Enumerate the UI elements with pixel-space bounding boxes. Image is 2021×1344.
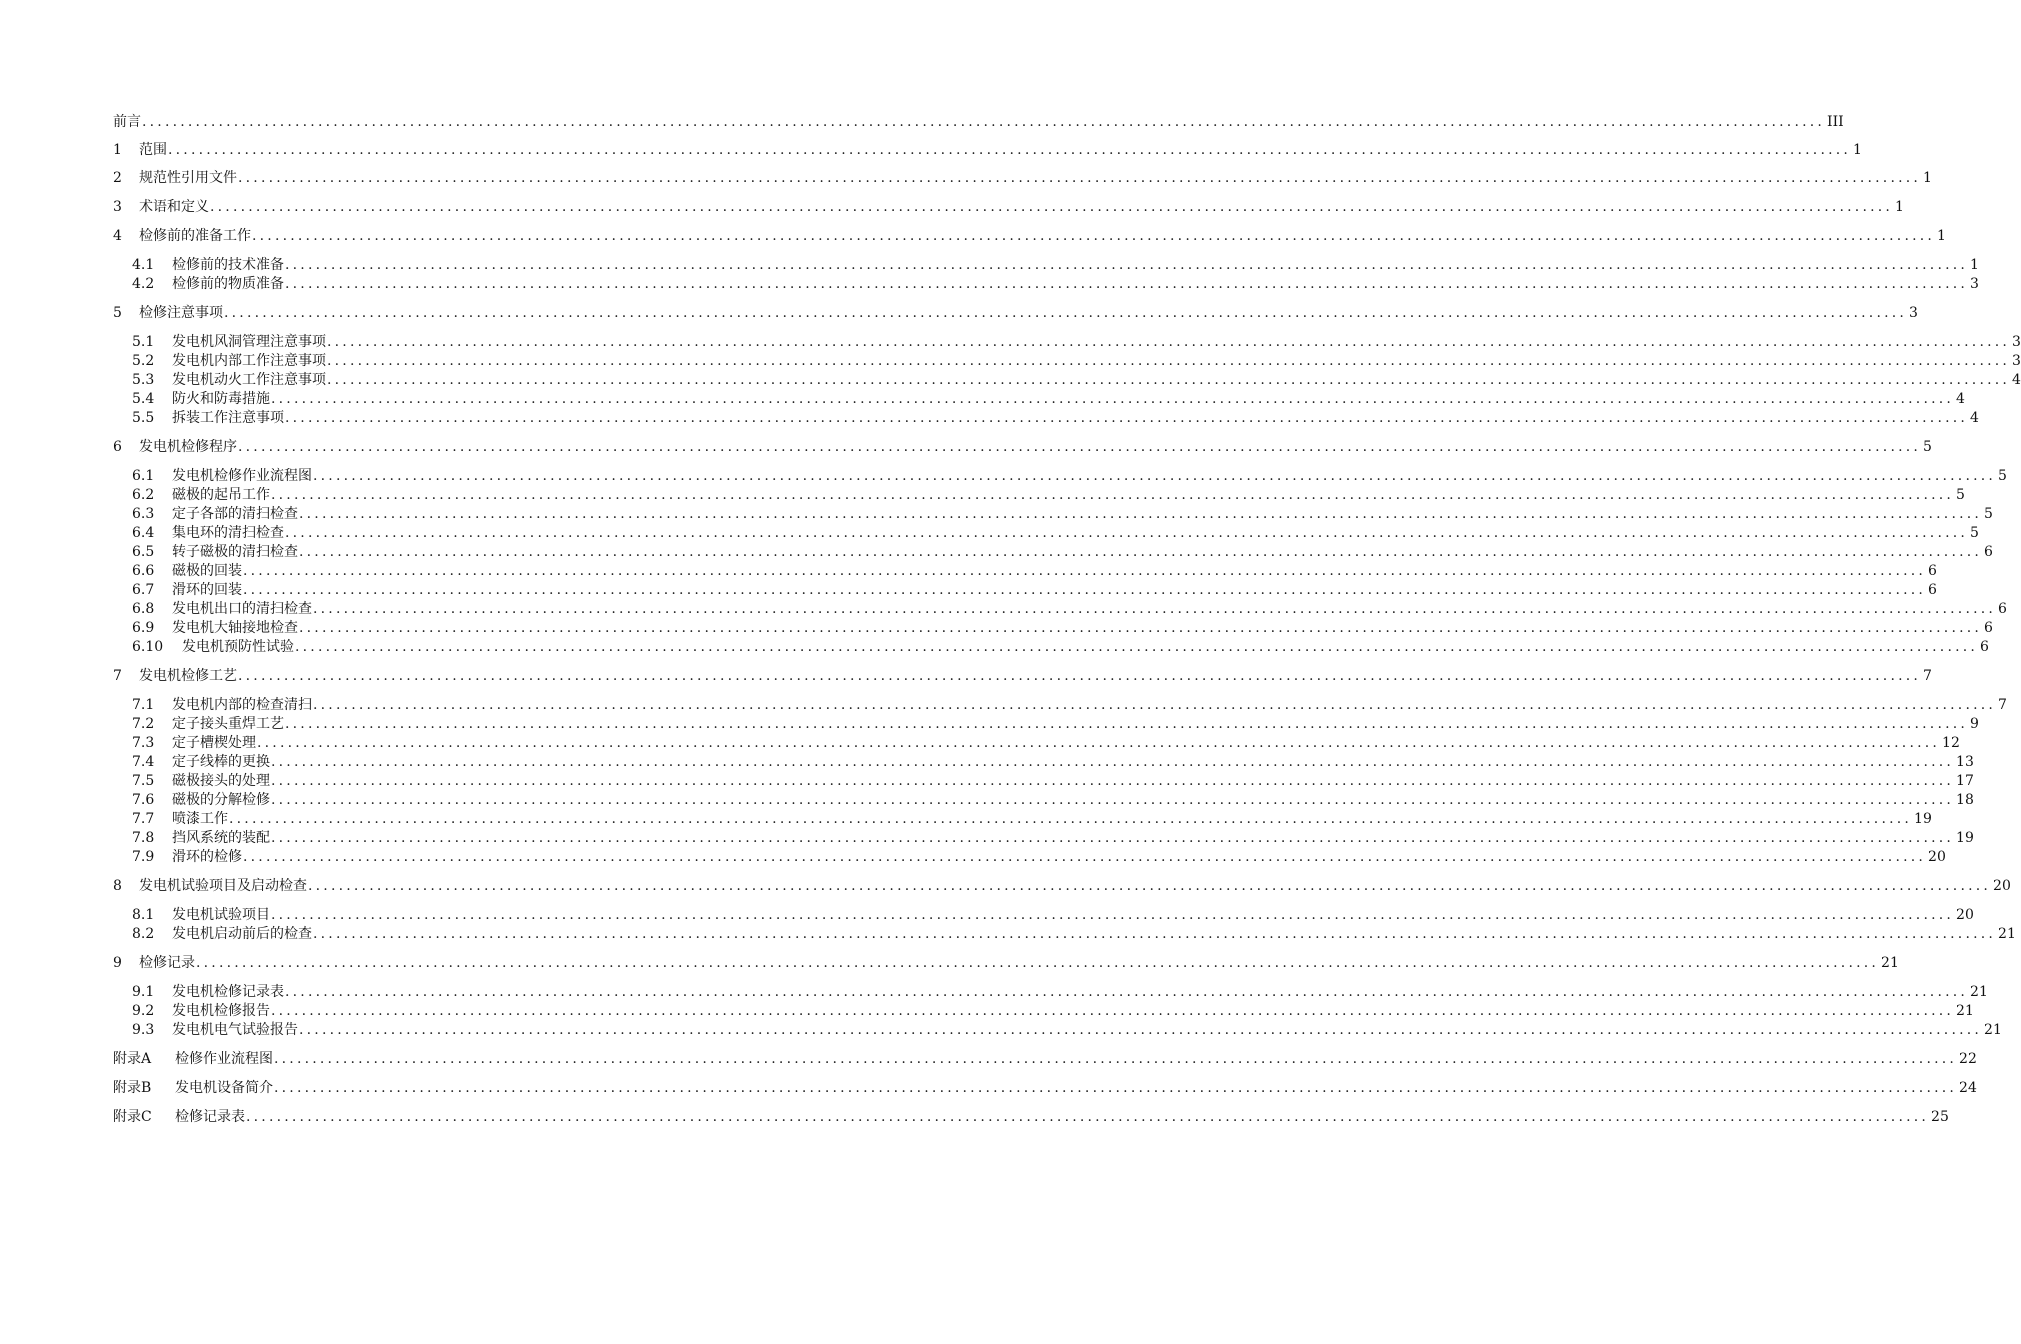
toc-entry-title: 转子磁极的清扫检查 (172, 544, 298, 560)
toc-entry-number: 8 (113, 878, 122, 894)
toc-entry-number: 6.3 (132, 506, 155, 522)
toc-entry-title: 发电机电气试验报告 (172, 1022, 298, 1038)
toc-entry[interactable] (132, 467, 2007, 485)
dot-leader: ............................................................................................................................................................................................................................ (313, 601, 1997, 617)
toc-entry[interactable] (132, 772, 1974, 790)
dot-leader: ............................................................................................................................................................................................................................ (327, 372, 2011, 388)
toc-entry-title: 定子接头重焊工艺 (172, 716, 284, 732)
toc-entry-number: 9.3 (132, 1022, 155, 1038)
toc-entry[interactable] (132, 524, 1979, 542)
toc-entry-title: 发电机动火工作注意事项 (172, 372, 326, 388)
toc-entry[interactable] (132, 619, 1993, 637)
toc-entry-page-number: 4 (1970, 410, 1979, 426)
toc-entry-number: 7.2 (132, 716, 155, 732)
toc-entry-page-number: 21 (1970, 984, 1988, 1000)
toc-entry-number: 6.8 (132, 601, 155, 617)
dot-leader: ............................................................................................................................................................................................................................ (285, 525, 1969, 541)
dot-leader: ............................................................................................................................................................................................................................ (243, 849, 1927, 865)
toc-entry-number: 7 (113, 668, 122, 684)
toc-entry-title: 滑环的回装 (172, 582, 242, 598)
toc-entry-title: 发电机启动前后的检查 (172, 926, 312, 942)
toc-entry-title: 前言 (113, 114, 141, 130)
toc-entry-number: 5.4 (132, 391, 155, 407)
toc-entry-page-number: 5 (1970, 525, 1979, 541)
toc-entry-number: 6.2 (132, 487, 155, 503)
dot-leader: ............................................................................................................................................................................................................................ (210, 199, 1894, 215)
toc-entry-page-number: 5 (1956, 487, 1965, 503)
toc-entry-number: 7.3 (132, 735, 155, 751)
dot-leader: ............................................................................................................................................................................................................................ (238, 668, 1922, 684)
dot-leader: ............................................................................................................................................................................................................................ (313, 697, 1997, 713)
toc-entry-number: 7.6 (132, 792, 155, 808)
toc-entry-title: 规范性引用文件 (139, 170, 237, 186)
toc-entry[interactable] (113, 198, 1904, 216)
toc-entry[interactable] (113, 169, 1932, 187)
toc-entry[interactable] (132, 1002, 1974, 1020)
toc-entry-title: 术语和定义 (139, 199, 209, 215)
toc-entry[interactable] (113, 1079, 1977, 1097)
toc-entry[interactable] (132, 791, 1974, 809)
toc-entry-title: 发电机出口的清扫检查 (172, 601, 312, 617)
toc-entry-number: 6.10 (132, 639, 164, 655)
toc-entry-title: 发电机大轴接地检查 (172, 620, 298, 636)
toc-entry-page-number: 6 (1980, 639, 1989, 655)
dot-leader: ............................................................................................................................................................................................................................ (327, 334, 2011, 350)
toc-entry-title: 拆装工作注意事项 (172, 410, 284, 426)
dot-leader: ............................................................................................................................................................................................................................ (274, 1080, 1958, 1096)
toc-entry-number: 6.7 (132, 582, 155, 598)
toc-entry[interactable] (132, 1021, 2002, 1039)
toc-entry[interactable] (113, 1108, 1949, 1126)
toc-entry[interactable] (132, 696, 2007, 714)
dot-leader: ............................................................................................................................................................................................................................ (285, 984, 1969, 1000)
toc-entry-page-number: 3 (1970, 276, 1979, 292)
toc-entry-number: 7.7 (132, 811, 155, 827)
toc-entry-page-number: 4 (2012, 372, 2021, 388)
toc-entry-title: 发电机检修记录表 (172, 984, 284, 1000)
toc-entry-page-number: 9 (1970, 716, 1979, 732)
toc-entry-title: 发电机设备简介 (175, 1080, 273, 1096)
toc-entry-number: 附录B (113, 1080, 152, 1096)
toc-entry-number: 4 (113, 228, 122, 244)
dot-leader: ............................................................................................................................................................................................................................ (246, 1109, 1930, 1125)
dot-leader: ............................................................................................................................................................................................................................ (252, 228, 1936, 244)
dot-leader: ............................................................................................................................................................................................................................ (271, 830, 1955, 846)
dot-leader: ............................................................................................................................................................................................................................ (271, 391, 1955, 407)
toc-entry[interactable] (113, 141, 1862, 159)
toc-entry-title: 防火和防毒措施 (172, 391, 270, 407)
toc-entry-page-number: 17 (1956, 773, 1974, 789)
dot-leader: ............................................................................................................................................................................................................................ (224, 305, 1908, 321)
toc-entry-page-number: 3 (1909, 305, 1918, 321)
dot-leader: ............................................................................................................................................................................................................................ (271, 907, 1955, 923)
toc-entry-title: 发电机内部工作注意事项 (172, 353, 326, 369)
toc-entry-number: 5.2 (132, 353, 155, 369)
dot-leader: ............................................................................................................................................................................................................................ (238, 439, 1922, 455)
toc-entry-page-number: 21 (1984, 1022, 2002, 1038)
toc-entry-title: 集电环的清扫检查 (172, 525, 284, 541)
toc-entry-number: 3 (113, 199, 122, 215)
toc-entry-title: 检修记录表 (175, 1109, 245, 1125)
toc-entry[interactable] (113, 438, 1932, 456)
dot-leader: ............................................................................................................................................................................................................................ (285, 716, 1969, 732)
dot-leader: ............................................................................................................................................................................................................................ (295, 639, 1979, 655)
toc-entry-page-number: 1 (1895, 199, 1904, 215)
dot-leader: ............................................................................................................................................................................................................................ (243, 563, 1927, 579)
toc-entry[interactable] (132, 275, 1979, 293)
toc-entry[interactable] (113, 954, 1899, 972)
toc-entry-title: 喷漆工作 (172, 811, 228, 827)
dot-leader: ............................................................................................................................................................................................................................ (243, 582, 1927, 598)
toc-entry-number: 7.5 (132, 773, 155, 789)
toc-entry-page-number: 13 (1956, 754, 1974, 770)
toc-entry-title: 磁极接头的处理 (172, 773, 270, 789)
toc-entry[interactable] (113, 1050, 1977, 1068)
toc-entry-page-number: 3 (2012, 334, 2021, 350)
dot-leader: ............................................................................................................................................................................................................................ (313, 926, 1997, 942)
toc-entry-page-number: 12 (1942, 735, 1960, 751)
toc-entry[interactable] (132, 371, 2021, 389)
toc-entry-page-number: 20 (1928, 849, 1946, 865)
dot-leader: ............................................................................................................................................................................................................................ (285, 410, 1969, 426)
toc-entry-page-number: 5 (1998, 468, 2007, 484)
toc-entry-title: 定子各部的清扫检查 (172, 506, 298, 522)
toc-entry-page-number: 22 (1959, 1051, 1977, 1067)
toc-entry-title: 检修前的物质准备 (172, 276, 284, 292)
toc-entry-title: 检修前的技术准备 (172, 257, 284, 273)
toc-entry[interactable] (132, 734, 1960, 752)
toc-entry-page-number: 7 (1923, 668, 1932, 684)
toc-entry[interactable] (132, 409, 1979, 427)
toc-entry-number: 9.2 (132, 1003, 155, 1019)
toc-entry-number: 6.6 (132, 563, 155, 579)
toc-entry-number: 6 (113, 439, 122, 455)
toc-entry[interactable] (113, 667, 1932, 685)
toc-entry[interactable] (132, 753, 1974, 771)
toc-entry-title: 磁极的起吊工作 (172, 487, 270, 503)
toc-entry-number: 7.1 (132, 697, 155, 713)
toc-entry-page-number: 19 (1956, 830, 1974, 846)
toc-entry-title: 滑环的检修 (172, 849, 242, 865)
dot-leader: ............................................................................................................................................................................................................................ (196, 955, 1880, 971)
dot-leader: ............................................................................................................................................................................................................................ (299, 506, 1983, 522)
toc-entry[interactable] (132, 925, 2016, 943)
toc-entry-number: 5.3 (132, 372, 155, 388)
dot-leader: ............................................................................................................................................................................................................................ (271, 754, 1955, 770)
toc-entry-page-number: 6 (1984, 620, 1993, 636)
toc-entry-page-number: 1 (1970, 257, 1979, 273)
toc-entry-page-number: 7 (1998, 697, 2007, 713)
toc-entry-title: 发电机检修报告 (172, 1003, 270, 1019)
dot-leader: ............................................................................................................................................................................................................................ (238, 170, 1922, 186)
toc-entry-page-number: 6 (1928, 563, 1937, 579)
toc-entry-number: 2 (113, 170, 122, 186)
toc-entry-number: 5 (113, 305, 122, 321)
toc-entry[interactable] (113, 227, 1946, 245)
toc-entry-page-number: 21 (1998, 926, 2016, 942)
toc-entry-page-number: 1 (1923, 170, 1932, 186)
dot-leader: ............................................................................................................................................................................................................................ (327, 353, 2011, 369)
toc-entry-page-number: 19 (1914, 811, 1932, 827)
toc-entry-page-number: 4 (1956, 391, 1965, 407)
dot-leader: ............................................................................................................................................................................................................................ (285, 276, 1969, 292)
toc-entry-title: 发电机风洞管理注意事项 (172, 334, 326, 350)
toc-entry[interactable] (132, 829, 1974, 847)
toc-entry-title: 磁极的分解检修 (172, 792, 270, 808)
dot-leader: ............................................................................................................................................................................................................................ (271, 487, 1955, 503)
toc-entry-number: 9.1 (132, 984, 155, 1000)
toc-entry-page-number: 3 (2012, 353, 2021, 369)
toc-entry-number: 1 (113, 142, 122, 158)
toc-entry[interactable] (132, 638, 1989, 656)
dot-leader: ............................................................................................................................................................................................................................ (271, 1003, 1955, 1019)
toc-entry-page-number: 21 (1956, 1003, 1974, 1019)
toc-entry-title: 范围 (139, 142, 167, 158)
toc-entry-title: 检修前的准备工作 (139, 228, 251, 244)
toc-entry[interactable] (132, 505, 1993, 523)
toc-entry[interactable] (132, 352, 2021, 370)
toc-entry-title: 定子槽楔处理 (172, 735, 256, 751)
toc-entry[interactable] (132, 906, 1974, 924)
toc-entry-page-number: 6 (1928, 582, 1937, 598)
toc-entry[interactable] (132, 562, 1937, 580)
toc-entry-page-number: 1 (1937, 228, 1946, 244)
toc-entry-page-number: 5 (1923, 439, 1932, 455)
toc-entry[interactable] (132, 390, 1965, 408)
toc-entry-number: 附录A (113, 1051, 152, 1067)
toc-entry-title: 发电机内部的检查清扫 (172, 697, 312, 713)
toc-entry[interactable] (113, 877, 2011, 895)
toc-entry[interactable] (113, 304, 1918, 322)
toc-entry-title: 检修注意事项 (139, 305, 223, 321)
toc-entry-number: 7.4 (132, 754, 155, 770)
toc-entry[interactable] (132, 256, 1979, 274)
toc-entry-number: 6.1 (132, 468, 155, 484)
toc-entry-title: 发电机预防性试验 (182, 639, 294, 655)
toc-entry-title: 发电机试验项目 (172, 907, 270, 923)
toc-entry-title: 发电机检修作业流程图 (172, 468, 312, 484)
dot-leader: ............................................................................................................................................................................................................................ (285, 257, 1969, 273)
toc-entry[interactable] (132, 581, 1937, 599)
toc-entry-number: 7.9 (132, 849, 155, 865)
dot-leader: ............................................................................................................................................................................................................................ (308, 878, 1992, 894)
dot-leader: ............................................................................................................................................................................................................................ (271, 792, 1955, 808)
toc-entry-number: 4.1 (132, 257, 155, 273)
toc-entry-page-number: 5 (1984, 506, 1993, 522)
toc-entry-page-number: 20 (1993, 878, 2011, 894)
toc-entry-title: 发电机检修程序 (139, 439, 237, 455)
dot-leader: ............................................................................................................................................................................................................................ (271, 773, 1955, 789)
toc-entry[interactable] (132, 486, 1965, 504)
toc-entry-number: 8.2 (132, 926, 155, 942)
toc-entry-number: 6.5 (132, 544, 155, 560)
toc-entry-title: 定子线棒的更换 (172, 754, 270, 770)
toc-entry[interactable] (132, 983, 1988, 1001)
toc-entry-number: 8.1 (132, 907, 155, 923)
toc-entry[interactable] (132, 543, 1993, 561)
toc-entry-number: 7.8 (132, 830, 155, 846)
dot-leader: ............................................................................................................................................................................................................................ (142, 114, 1826, 130)
toc-entry-title: 挡风系统的装配 (172, 830, 270, 846)
toc-entry[interactable] (132, 600, 2007, 618)
toc-entry-number: 5.1 (132, 334, 155, 350)
toc-entry-number: 附录C (113, 1109, 152, 1125)
toc-entry-page-number: 21 (1881, 955, 1899, 971)
toc-entry-page-number: 20 (1956, 907, 1974, 923)
toc-entry-number: 6.4 (132, 525, 155, 541)
toc-entry-page-number: III (1827, 114, 1844, 130)
dot-leader: ............................................................................................................................................................................................................................ (257, 735, 1941, 751)
dot-leader: ............................................................................................................................................................................................................................ (274, 1051, 1958, 1067)
toc-entry-number: 4.2 (132, 276, 155, 292)
toc-entry[interactable] (132, 333, 2021, 351)
dot-leader: ............................................................................................................................................................................................................................ (299, 544, 1983, 560)
toc-entry-title: 检修作业流程图 (175, 1051, 273, 1067)
toc-entry-number: 6.9 (132, 620, 155, 636)
toc-entry-page-number: 18 (1956, 792, 1974, 808)
toc-entry[interactable] (132, 848, 1946, 866)
toc-entry-page-number: 1 (1853, 142, 1862, 158)
dot-leader: ............................................................................................................................................................................................................................ (229, 811, 1913, 827)
dot-leader: ............................................................................................................................................................................................................................ (313, 468, 1997, 484)
toc-entry[interactable] (132, 810, 1932, 828)
dot-leader: ............................................................................................................................................................................................................................ (299, 1022, 1983, 1038)
toc-entry-title: 检修记录 (139, 955, 195, 971)
toc-entry-page-number: 24 (1959, 1080, 1977, 1096)
dot-leader: ............................................................................................................................................................................................................................ (168, 142, 1852, 158)
toc-entry-title: 发电机试验项目及启动检查 (139, 878, 307, 894)
toc-entry-title: 磁极的回装 (172, 563, 242, 579)
toc-entry-number: 9 (113, 955, 122, 971)
toc-entry[interactable] (132, 715, 1979, 733)
toc-entry-title: 发电机检修工艺 (139, 668, 237, 684)
toc-entry-number: 5.5 (132, 410, 155, 426)
toc-entry-page-number: 6 (1998, 601, 2007, 617)
toc-entry-page-number: 6 (1984, 544, 1993, 560)
dot-leader: ............................................................................................................................................................................................................................ (299, 620, 1983, 636)
toc-entry[interactable] (113, 113, 1844, 131)
toc-entry-page-number: 25 (1931, 1109, 1949, 1125)
